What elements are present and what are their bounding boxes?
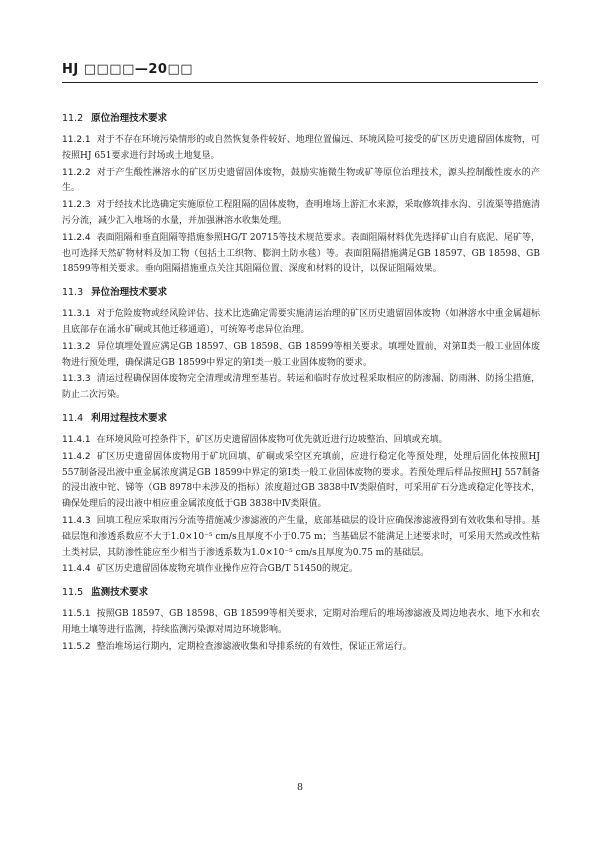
paragraph — [62, 133, 540, 165]
section-title: 异位治理技术要求 — [91, 287, 168, 299]
section-title: 监测技术要求 — [91, 587, 149, 599]
paragraph-text: 异位填埋处置应满足GB 18597、GB 18598、GB 18599等相关要求。填埋处置前，对第Ⅱ类一般工业固体废物进行预处理，确保满足GB 18599中界定的第Ⅰ类一般工业固体废物的要求。 — [62, 341, 540, 368]
paragraph-text: 矿区历史遗留固体废物充填作业操作应符合GB/T 51450的规定。 — [96, 564, 358, 575]
paragraph-text: 按照GB 18597、GB 18598、GB 18599等相关要求，定期对治理后的堆场渗滤液及周边地表水、地下水和农用地土壤等进行监测，持续监测污染源对周边环境影响。 — [62, 609, 540, 635]
paragraph-number: 11.2.3 — [62, 200, 91, 211]
paragraph-text: 对于危险废物或经风险评估、技术比选确定需要实施清运治理的矿区历史遗留固体废物（如淋溶水中重金属超标且底部存在涌水矿硐或其他迁移通道），可统筹考虑异位治理。 — [62, 309, 540, 335]
paragraph-number: 11.3.3 — [62, 374, 91, 385]
section-heading — [62, 586, 540, 600]
paragraph-number: 11.3.1 — [62, 309, 91, 320]
paragraph — [62, 514, 540, 561]
paragraph-number: 11.4.2 — [62, 451, 91, 462]
paragraph-text: 对于不存在环境污染情形的或自然恢复条件较好、地理位置偏远、环境风险可接受的矿区历史遗留固体废物，可按照HJ 651要求进行封场或土地复垦。 — [62, 135, 540, 161]
paragraph-text: 对于产生酸性淋溶水的矿区历史遗留固体废物，鼓励实施微生物或矿等原位治理技术，源头控制酸性废水的产生。 — [62, 167, 540, 194]
paragraph-text: 表面阻隔和垂直阻隔等措施参照HG/T 20715等技术规范要求。表面阻隔材料优先选择矿山自有底泥、尾矿等，也可选择天然矿物材料及加工物（包括土工织物、膨润土防水毯）等。表面阻隔措施满足GB 18597、GB 18598、GB 18599等相关要求。垂向阻隔措施重点关注其阻隔位置、深度和材料的设计，以保证阻隔效果。 — [62, 232, 540, 275]
paragraph-number: 11.2.2 — [62, 167, 91, 178]
section-title: 利用过程技术要求 — [91, 412, 168, 424]
paragraph — [62, 340, 540, 372]
section-title: 原位治理技术要求 — [91, 113, 168, 124]
paragraph-number: 11.2.4 — [62, 232, 91, 243]
paragraph-text: 矿区历史遗留固体废物用于矿坑回填、矿硐或采空区充填前，应进行稳定化等预处理，处理后固化体按照HJ 557制备浸出液中重金属浓度满足GB 18599中界定的第Ⅰ类一般工业固体废物的要求。若预处理后样品按照HJ 557制备的浸出液中铊、锑等（GB 8978中未涉及的指标）浓度超过GB 3838中Ⅳ类限值时，可采用矿石分选或稳定化等技术，确保处理后的浸出液中相应重金属浓度低于GB 3838中Ⅳ类限值。 — [62, 451, 540, 510]
paragraph — [62, 198, 540, 230]
header-rule — [62, 82, 538, 83]
paragraph-number: 11.4.1 — [62, 434, 91, 445]
section-number: 11.3 — [62, 287, 84, 299]
section-number: 11.5 — [62, 587, 84, 599]
paragraph — [62, 372, 540, 404]
section-number: 11.2 — [62, 113, 84, 124]
paragraph-text: 清运过程确保固体废物完全清理或清理至基岩。转运和临时存放过程采取相应的防渗漏、防雨淋、防扬尘措施，防止二次污染。 — [62, 374, 540, 401]
section-heading — [62, 412, 540, 426]
paragraph — [62, 231, 540, 278]
paragraph-number: 11.4.3 — [62, 515, 91, 526]
paragraph — [62, 166, 540, 198]
section-heading — [62, 286, 540, 300]
section-number: 11.4 — [62, 412, 84, 424]
paragraph — [62, 450, 540, 513]
paragraph-number: 11.3.2 — [62, 341, 91, 352]
paragraph-number: 11.5.2 — [62, 641, 91, 652]
paragraph — [62, 307, 540, 339]
standard-header: HJ □□□□—20□□ — [62, 62, 194, 77]
paragraph-text: 整治堆场运行期内，定期检查渗滤液收集和导排系统的有效性，保证正常运行。 — [96, 641, 412, 652]
paragraph — [62, 607, 540, 639]
paragraph — [62, 433, 540, 449]
section-heading — [62, 112, 540, 126]
document-body — [62, 104, 540, 657]
paragraph-number: 11.4.4 — [62, 564, 91, 575]
paragraph-number: 11.2.1 — [62, 135, 91, 145]
paragraph — [62, 640, 540, 656]
paragraph-text: 回填工程应采取雨污分流等措施减少渗滤液的产生量，底部基础层的设计应确保渗滤液得到有效收集和导排。基础层饱和渗透系数应不大于1.0×10⁻⁵ cm/s且厚度不小于0.75 m；当基础层不能满足上述要求时，可采用天然或改性粘土类衬层，其防渗性能应至少相当于渗透系数为1.0×10⁻⁵ cm/s且厚度为0.75 m的基础层。 — [62, 515, 540, 558]
page-number: 8 — [296, 782, 304, 793]
paragraph-text: 在环境风险可控条件下，矿区历史遗留固体废物可优先就近进行边坡整治、回填或充填。 — [96, 434, 448, 445]
paragraph — [62, 562, 540, 578]
paragraph-text: 对于经技术比选确定实施原位工程阻隔的固体废物，查明堆场上游汇水来源，采取修筑排水沟、引流渠等措施清污分流，减少汇入堆场的水量，并加强淋溶水收集处理。 — [62, 200, 540, 226]
paragraph-number: 11.5.1 — [62, 609, 91, 620]
